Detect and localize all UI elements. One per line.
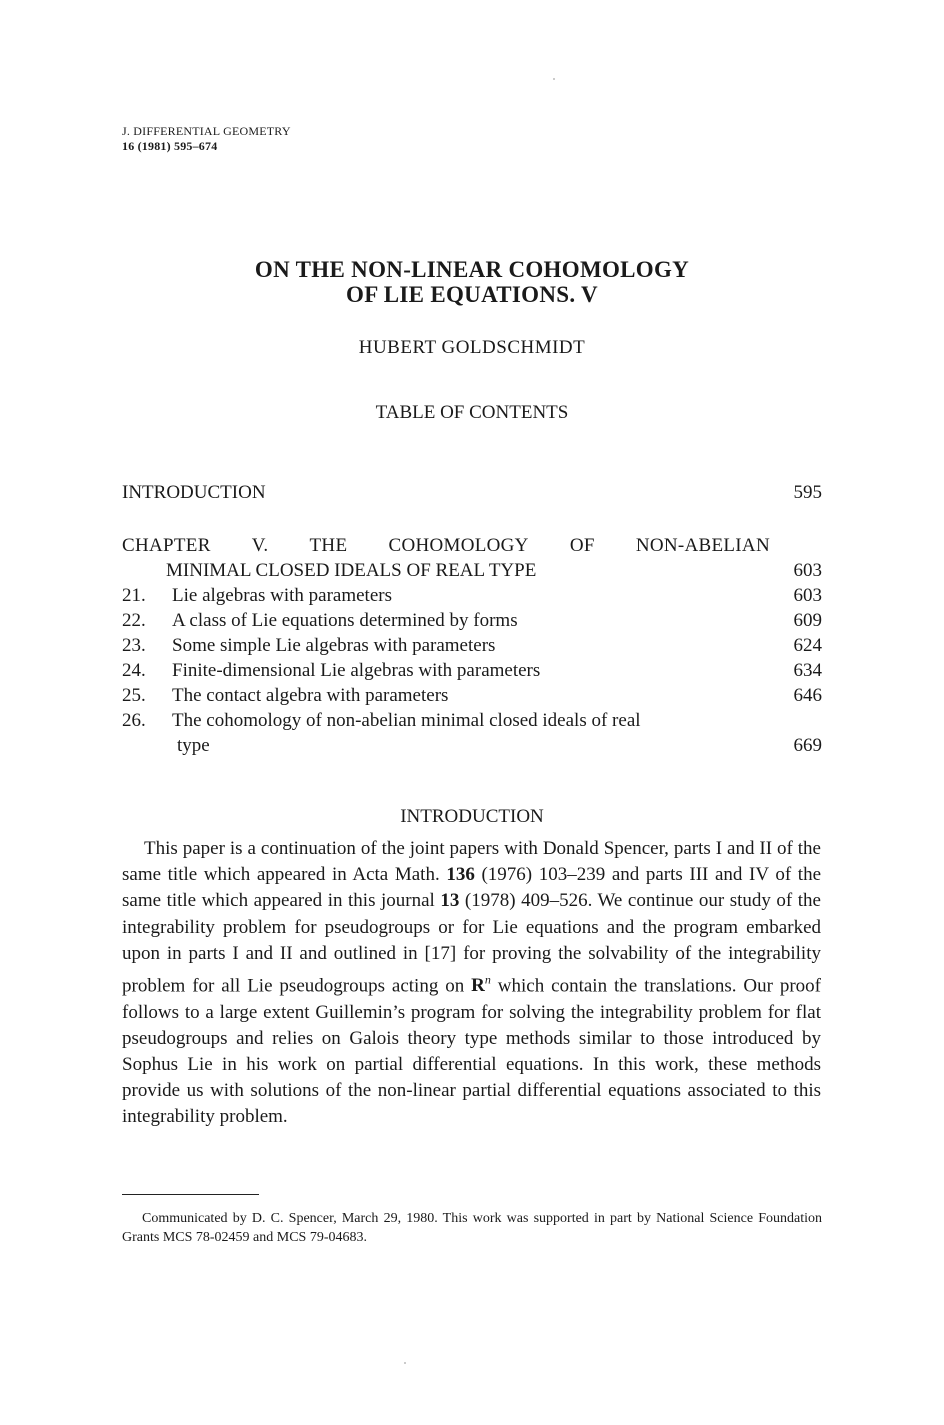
toc-heading: TABLE OF CONTENTS — [375, 402, 569, 423]
journal-name: J. DIFFERENTIAL GEOMETRY — [122, 124, 291, 138]
toc-entry-section — [122, 583, 822, 608]
intro-text: This paper is a continuation of the joint papers with Donald Spencer, parts I and II of the same title which appeared in Acta Math. — [122, 838, 821, 886]
toc-entry-chapter — [122, 533, 822, 558]
section-title: The cohomology of non-abelian minimal closed ideals of real — [172, 710, 641, 731]
toc-entry-page: 669 — [793, 735, 822, 756]
introduction-heading: INTRODUCTION — [400, 806, 544, 827]
section-title: Lie algebras with parameters — [172, 585, 392, 606]
paper-title — [0, 257, 944, 307]
toc-entry-section — [122, 608, 822, 633]
table-of-contents — [122, 480, 822, 758]
toc-entry-section — [122, 633, 822, 658]
author-name: HUBERT GOLDSCHMIDT — [358, 337, 586, 358]
toc-entry-section — [122, 683, 822, 708]
section-number: 21. — [122, 585, 146, 606]
toc-entry-chapter-cont — [122, 558, 822, 583]
section-number: 26. — [122, 710, 146, 731]
toc-entry-section-cont — [122, 733, 822, 758]
toc-entry-label: INTRODUCTION — [122, 482, 266, 503]
scan-speck — [553, 78, 555, 80]
toc-entry-page: 624 — [793, 635, 822, 656]
chapter-word: COHOMOLOGY — [388, 535, 529, 556]
title-line-1: ON THE NON-LINEAR COHOMOLOGY — [254, 257, 690, 282]
section-number: 24. — [122, 660, 146, 681]
title-line-2: OF LIE EQUATIONS. V — [346, 282, 598, 307]
chapter-word: V. — [251, 535, 269, 556]
toc-entry-page: 646 — [793, 685, 822, 706]
chapter-word: OF — [569, 535, 595, 556]
toc-entry-page: 595 — [793, 482, 822, 503]
chapter-title-line-1 — [122, 533, 770, 558]
toc-entry-page: 609 — [793, 610, 822, 631]
toc-entry-introduction — [122, 480, 822, 505]
math-rn-base: R — [471, 975, 485, 997]
section-title: Finite-dimensional Lie algebras with parameters — [172, 660, 541, 681]
intro-text: which contain the translations. Our proof follows to a large extent Guillemin’s program for solving the integrability problem for flat pseudogroups and relies on Galois theory type methods similar to those introduced by Sophus Lie in his work on partial differential equations. In this work, these methods provide us with solutions of the non-linear partial differential equations associated to this integrability problem. — [122, 975, 821, 1128]
toc-spacer — [122, 505, 822, 533]
toc-entry-page: 603 — [793, 560, 822, 581]
chapter-word: NON-ABELIAN — [635, 535, 770, 556]
intro-text: (1978) 409–526. We continue our study of the integrability problem for pseudogroups or for Lie equations and the program embarked upon in parts I and II and outlined in [17] for proving the solvability of the integrability problem for all Lie pseudogroups acting on — [122, 890, 821, 997]
footnote-rule — [122, 1194, 259, 1195]
chapter-title-line-2: MINIMAL CLOSED IDEALS OF REAL TYPE — [166, 560, 537, 581]
chapter-word: THE — [309, 535, 348, 556]
journal-volume: 16 (1981) 595–674 — [122, 139, 218, 153]
section-title: Some simple Lie algebras with parameters — [172, 635, 496, 656]
section-number: 23. — [122, 635, 146, 656]
section-title: The contact algebra with parameters — [172, 685, 449, 706]
journal-header — [122, 124, 291, 154]
toc-entry-section — [122, 708, 822, 733]
chapter-word: CHAPTER — [122, 535, 211, 556]
section-number: 22. — [122, 610, 146, 631]
toc-entry-page: 634 — [793, 660, 822, 681]
toc-entry-section — [122, 658, 822, 683]
intro-volume: 13 — [440, 890, 460, 912]
math-rn-exponent: n — [484, 973, 491, 988]
math-rn-symbol — [471, 975, 491, 996]
introduction-paragraph — [122, 836, 821, 1131]
intro-volume: 136 — [446, 864, 475, 886]
section-number: 25. — [122, 685, 146, 706]
toc-entry-page: 603 — [793, 585, 822, 606]
footnote: Communicated by D. C. Spencer, March 29, 1980. This work was supported in part by National Science Foundation Grants MCS 78-02459 and MCS 79-04683. — [122, 1211, 822, 1245]
scan-speck — [404, 1362, 406, 1364]
section-title-cont: type — [177, 735, 210, 756]
section-title: A class of Lie equations determined by forms — [172, 610, 518, 631]
intro-text: (1976) 103–239 and parts III and IV of the same title which appeared in this journal — [122, 864, 822, 912]
